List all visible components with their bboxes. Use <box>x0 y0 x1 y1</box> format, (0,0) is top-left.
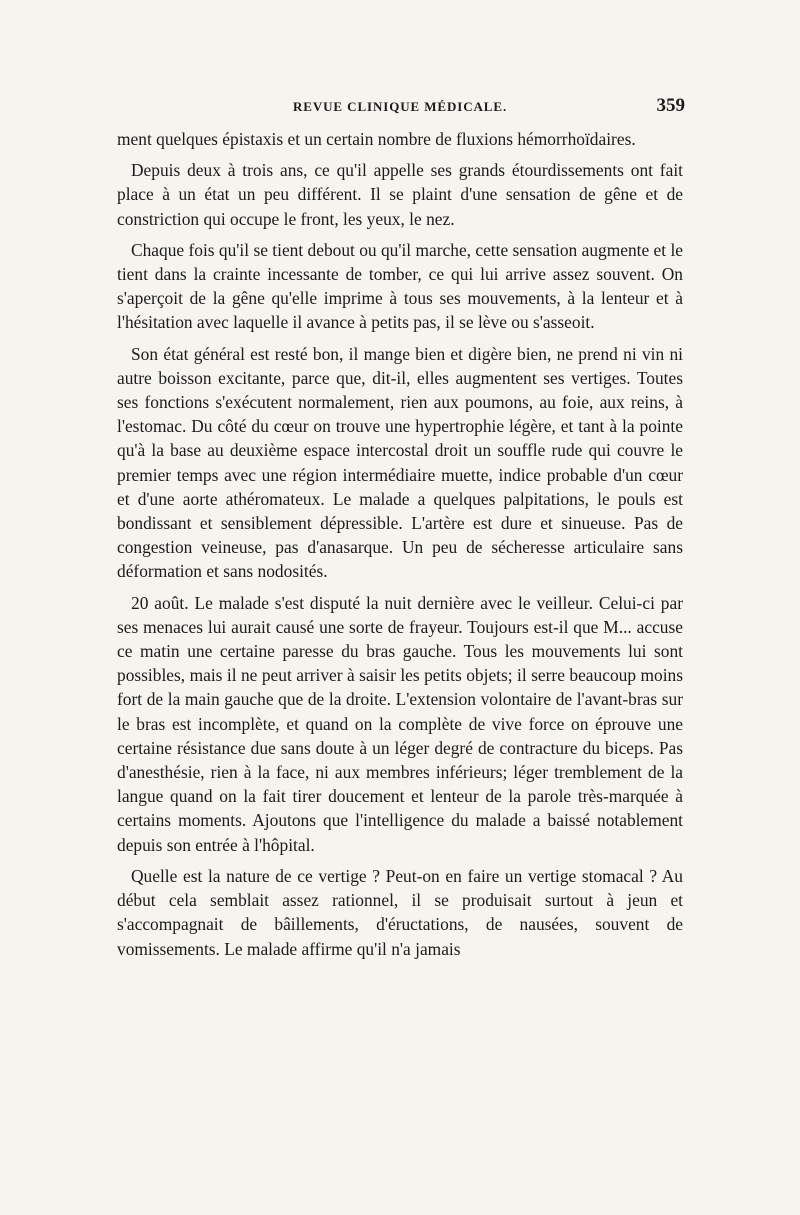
paragraph-august-20: 20 août. Le malade s'est disputé la nuit dernière avec le veilleur. Celui-ci par ses menaces lui aurait causé une sorte de frayeur. Toujours est-il que M... accuse ce matin une certaine paresse du bras gauche. Tous les mouvements lui sont possibles, mais il ne peut arriver à saisir les petits objets; il serre beaucoup moins fort de la main gauche que de la droite. L'extension volontaire de l'avant-bras sur le bras est incomplète, et quand on la complète de vive force on éprouve une certaine résistance due sans doute à un léger degré de contracture du biceps. Pas d'anesthésie, rien à la face, ni aux membres inférieurs; léger tremblement de la langue quand on la fait tirer doucement et lenteur de la parole très-marquée à certains moments. Ajoutons que l'intelligence du malade a baissé notablement depuis son entrée à l'hôpital. <box>117 592 683 855</box>
running-head <box>117 97 683 127</box>
paragraph-continued: ment quelques épistaxis et un certain nombre de fluxions hémorrhoïdaires. <box>117 129 636 149</box>
page-number: 359 <box>656 95 685 116</box>
page-content <box>117 97 683 961</box>
paragraph-general-state: Son état général est resté bon, il mange bien et digère bien, ne prend ni vin ni autre boisson excitante, parce que, dit-il, elles augmentent ses vertiges. Toutes ses fonctions s'exécutent normalement, rien aux poumons, au foie, aux reins, à l'estomac. Du côté du cœur on trouve une hypertrophie légère, et tant à la pointe qu'à la base au deuxième espace intercostal droit un souffle rude qui couvre le premier temps avec une région intermédiaire muette, indice probable d'un cœur et d'une aorte athéromateux. Le malade a quelques palpitations, le pouls est bondissant et sensiblement dépressible. L'artère est dure et sinueuse. Pas de congestion veineuse, pas d'anasarque. Un peu de sécheresse articulaire sans déformation et sans nodosités. <box>117 343 683 582</box>
paragraph-standing-sensation: Chaque fois qu'il se tient debout ou qu'il marche, cette sensation augmente et le tient dans la crainte incessante de tomber, ce qui lui arrive assez souvent. On s'aperçoit de la gêne qu'elle imprime à tous ses mouvements, à la lenteur et à l'hésitation avec laquelle il avance à petits pas, il se lève ou s'asseoit. <box>117 239 683 333</box>
paragraph-vertigo-nature: Quelle est la nature de ce vertige ? Peut-on en faire un vertige stomacal ? Au début cela semblait assez rationnel, il se produisait surtout à jeun et s'accompagnait de bâillements, d'éructations, de nausées, souvent de vomissements. Le malade affirme qu'il n'a jamais <box>117 865 683 959</box>
paragraph-dizziness-history: Depuis deux à trois ans, ce qu'il appelle ses grands étourdissements ont fait place à un état un peu différent. Il se plaint d'une sensation de gêne et de constriction qui occupe le front, les yeux, le nez. <box>117 160 683 229</box>
running-title: REVUE CLINIQUE MÉDICALE. <box>293 99 508 114</box>
body-text <box>117 127 683 961</box>
